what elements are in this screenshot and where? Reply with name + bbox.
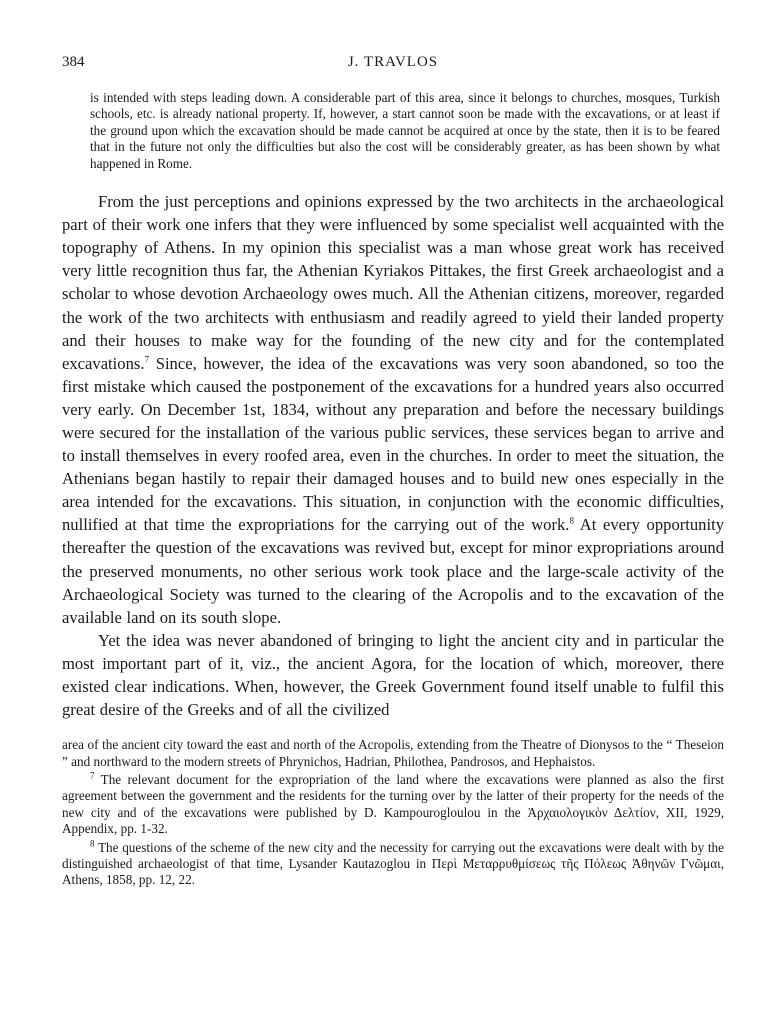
footnote-ref-8: 8 [569,515,574,526]
paragraph-1-part-a: From the just perceptions and opinions expressed by the two architects in the archaeological part of their work one infers that they were influenced by some specialist well acquainted with the topography of Athens. In my opinion this specialist was a man whose great work has received very little recognition thus far, the Athenian Kyriakos Pittakes, the first Greek archaeologist and a scholar to whose devotion Archaeology owes much. All the Athenian citizens, moreover, regarded the work of the two architects with enthusiasm and readily agreed to yield their landed property and their houses to make way for the founding of the new city and for the contemplated excavations. [62,192,724,373]
footnote-7-number: 7 [90,770,95,781]
running-head [62,54,724,78]
page [62,54,724,891]
footnote-7-greek-title: Ἀρχαιολογικὸν Δελτίον [527,804,656,820]
footnote-8-number: 8 [90,838,95,849]
footnote-continued: area of the ancient city toward the east and north of the Acropolis, extending from the Theatre of Dionysos to the “ Theseion ” and northward to the modern streets of Phrynichos, Hadrian, Philothea, Pandrosos, and Hephaistos. [62,737,724,769]
footnote-7-text: The relevant document for the expropriation of the land where the excavations were planned as also the first agreement between the government and the residents for the turning over by the latter of their property for the needs of the new city and of the excavations were published by D. Kampourogloulou in the [62,772,724,820]
block-quote-text: is intended with steps leading down. A considerable part of this area, since it belongs to churches, mosques, Turkish schools, etc. is already national property. If, however, a start cannot soon be made with the excavations, or at least if the ground upon which the excavation should be made cannot be acquired at once by the state, then it is to be feared that in the future not only the difficulties but also the cost will be considerably greater, as has been shown by what happened in Rome. [90,90,720,171]
footnote-7 [62,772,724,838]
body-text [62,190,724,721]
paragraph-1-part-c: At every opportunity thereafter the question of the excavations was revived but, except for minor expropriations around the preserved monuments, no other serious work took place and the large-scale activity of the Archaeological Society was turned to the clearing of the Acropolis and to the excavation of the available land on its south slope. [62,515,724,627]
footnote-ref-7: 7 [144,354,149,365]
page-number: 384 [62,54,85,70]
footnote-8 [62,840,724,889]
footnote-7-tail: , XII, 1929, Appendix, pp. 1-32. [62,804,725,837]
block-quote [90,90,720,172]
footnote-8-greek-title: Περὶ Μεταρρυθμίσεως τῆς Πόλεως Ἀθηνῶν Γνῶμαι [431,856,721,872]
footnotes [62,737,724,889]
paragraph-2: Yet the idea was never abandoned of bringing to light the ancient city and in particular the most important part of it, viz., the ancient Agora, for the location of which, moreover, there existed clear indications. When, however, the Greek Government found itself unable to fulfil this great desire of the Greeks and of all the civilized [62,630,724,720]
paragraph-1 [62,190,724,629]
running-title: J. TRAVLOS [347,54,439,70]
footnote-8-tail: , Athens, 1858, pp. 12, 22. [62,856,724,888]
paragraph-1-part-b: Since, however, the idea of the excavations was very soon abandoned, so too the first mistake which caused the postponement of the excavations for a hundred years also occurred very early. On December 1st, 1834, without any preparation and before the necessary buildings were secured for the installation of the various public services, these services began to arrive and to install themselves in every roofed area, even in the churches. In order to meet the situation, the Athenians began hastily to repair their damaged houses and to build new ones especially in the area intended for the excavations. This situation, in conjunction with the economic difficulties, nullified at that time the expropriations for the carrying out of the work. [62,353,724,535]
footnote-8-text: The questions of the scheme of the new city and the necessity for carrying out the excavations were dealt with by the distinguished archaeologist of that time, Lysander Kautazoglou in [62,839,724,872]
